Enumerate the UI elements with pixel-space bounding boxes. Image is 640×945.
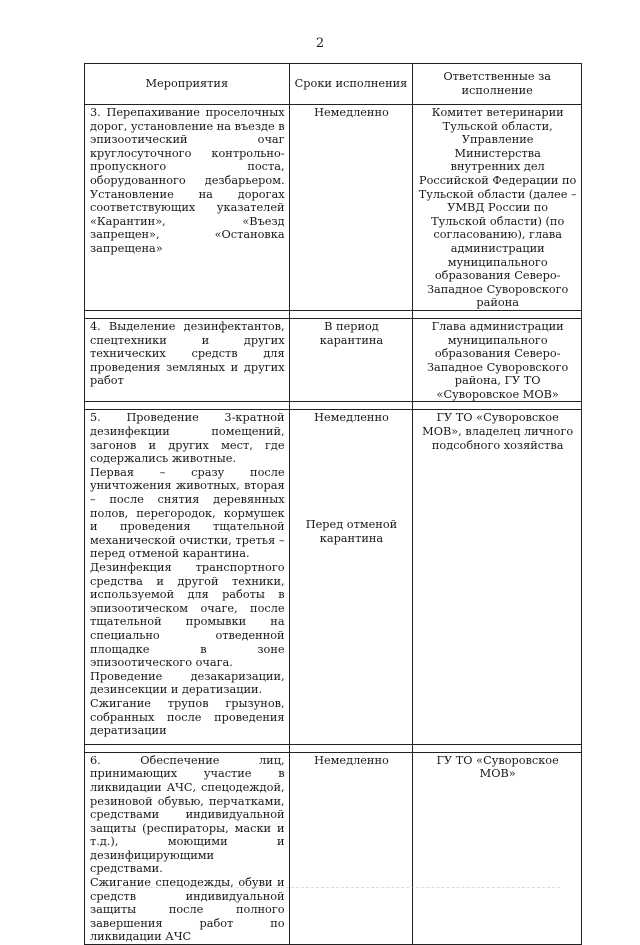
deadline-cell [289,410,413,744]
deadline-text: Немедленно [314,753,389,767]
activity-text: Первая – сразу после уничтожения животных, вторая – после снятия деревянных полов, перегородок, кормушек и проведения тщательной механической очистки, третья – перед отменой карантина. [90,465,285,561]
scan-artifact-line [100,887,560,890]
activity-text: 5. Проведение 3-кратной дезинфекции помещений, загонов и других мест, где содержались животные. [90,411,285,466]
activity-text: Проведение дезакаризации, дезинсекции и дератизации. [90,669,285,697]
table-row [85,410,582,744]
table-row [85,318,582,402]
page-number: 2 [315,36,325,51]
deadline-text: Немедленно [314,106,389,119]
responsible-cell: Комитет ветеринарии Тульской области, Управление Министерства внутренних дел Российской Федерации по Тульской области (далее – УМВД России по Тульской области) (по согласованию), глава администрации муниципального образования Северо-Западное Суворовского района [413,105,582,311]
activity-cell [85,105,290,311]
activity-text: Дезинфекция транспортного средства и другой техники, используемой для работы в эпизоотическом очаге, после тщательной промывки на специально отведенной площадке в зоне эпизоотического очага. [90,561,285,670]
measures-table [84,63,582,945]
responsible-cell: Глава администрации муниципального образования Северо-Западное Суворовского района, ГУ ТО «Суворовское МОВ» [413,318,582,402]
activity-cell [85,318,290,402]
deadline-cell [289,318,413,402]
table-header-row [85,64,582,105]
activity-text: 3. Перепахивание проселочных дорог, установление на въезде в эпизоотический очаг круглосуточного контрольно-пропускного поста, оборудованного дезбарьером. Установление на дорогах соответствующих указателей «Карантин», «Въезд запрещен», «Остановка запрещена» [90,106,285,255]
table-row [85,752,582,944]
responsible-cell: ГУ ТО «Суворовское МОВ» [413,752,582,944]
table-row [85,105,582,311]
activity-cell [85,752,290,944]
deadline-text-2: Перед отменой карантина [305,518,398,545]
activity-text: Сжигание спецодежды, обуви и средств индивидуальной защиты после полного завершения работ по ликвидации АЧС [90,876,285,944]
deadline-text: В период карантина [319,319,384,347]
activity-text: 6. Обеспечение лиц, принимающих участие в ликвидации АЧС, спецодеждой, резиновой обувью, перчатками, средствами индивидуальной защиты (респираторы, маски и т.д.), моющими и дезинфицирующими средствами. [90,753,285,876]
responsible-cell: ГУ ТО «Суворовское МОВ», владелец личного подсобного хозяйства [413,410,582,744]
activity-cell [85,410,290,744]
deadline-cell [289,105,413,311]
deadline-text: Немедленно [314,411,389,425]
activity-text: Сжигание трупов грызунов, собранных после проведения дератизации [90,696,285,738]
header-deadlines: Сроки исполнения [289,64,413,105]
header-activities: Мероприятия [85,64,290,105]
deadline-cell [289,752,413,944]
activity-text: 4. Выделение дезинфектантов, спецтехники и других технических средств для проведения земляных и других работ [90,319,285,388]
header-responsible: Ответственные за исполнение [413,64,582,105]
